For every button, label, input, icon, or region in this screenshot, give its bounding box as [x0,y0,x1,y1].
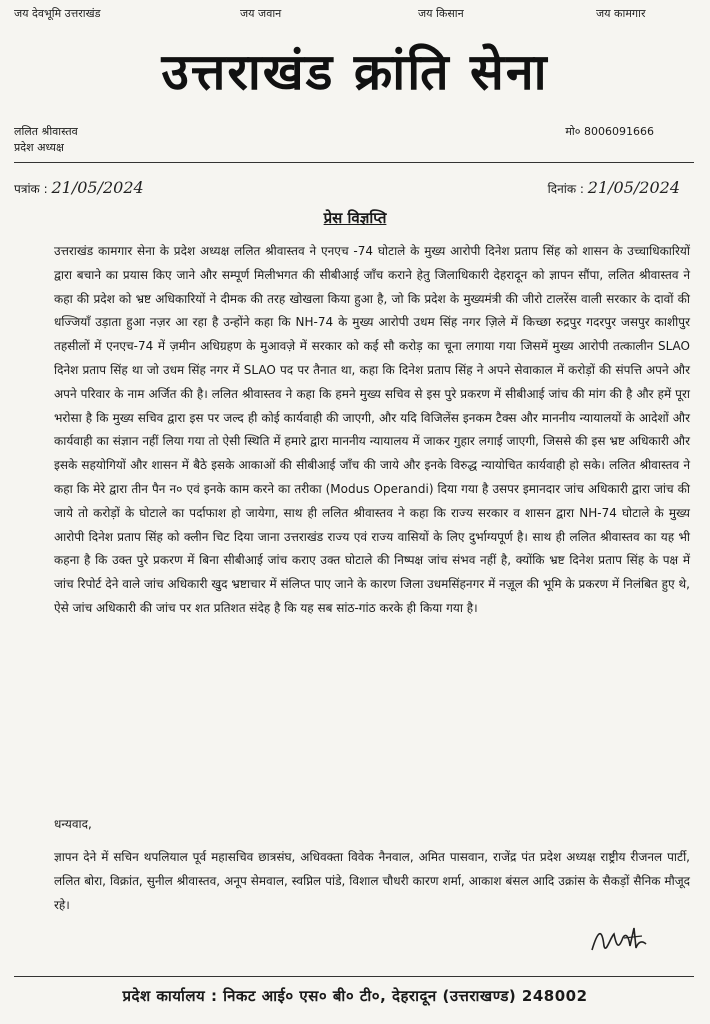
slogan-kisan: जय किसान [418,7,464,20]
reference-value: 21/05/2024 [51,178,144,197]
reference-label: पत्रांक : [14,182,48,196]
press-release-body: उत्तराखंड कामगार सेना के प्रदेश अध्यक्ष ललित श्रीवास्तव ने एनएच -74 घोटाले के मुख्य आरोपी दिनेश प्रताप सिंह को शासन के उच्चाधिकारियों द्वारा बचाने का प्रयास किए जाने और सम्पूर्ण मिलीभगत की सीबीआई जाँच कराने हेतु जिलाधिकारी देहरादून को ज्ञापन सौंपा, ललित श्रीवास्तव ने कहा की प्रदेश को भ्रष्ट अधिकारियों ने दीमक की तरह खोखला किया हुआ है, जो कि प्रदेश के मुख्यमंत्री की जीरो टालरेंस वाली सरकार के दावों की धज्जियाँ उड़ाता हुआ नज़र आ रहा है उन्होंने कहा कि NH-74 के मुख्य आरोपी उधम सिंह नगर ज़िले में किच्छा रुद्रपुर गदरपुर जसपुर काशीपुर तहसीलों में एनएच-74 में ज़मीन अधिग्रहण के मुआवज़े में सरकार को कई सौ करोड़ का चूना लगाया गया जिसमें मुख्य आरोपी तत्कालीन SLAO दिनेश प्रताप सिंह था जो उधम सिंह नगर में SLAO पद पर तैनात था, कहा कि दिनेश प्रताप सिंह ने अपने सेवाकाल में करोड़ों की संपत्ति अपने और अपने परिवार के नाम अर्जित की है। ललित श्रीवास्तव ने कहा कि हमने मुख्य सचिव से इस पुरे प्रकरण में सीबीआई जांच की मांग की है और हमें पूरा भरोसा है कि मुख्य सचिव द्वारा इस पर जल्द ही कोई कार्यवाही की जाएगी, और यदि विजिलेंस इनकम टैक्स और माननीय न्यायालयों के आदेशों और कार्यवाही का संज्ञान नहीं लिया गया तो ऐसी स्थिति में हमारे द्वारा माननीय न्यायालय में जाकर गुहार लगाई जाएगी, जिससे की इस भ्रष्ट अधिकारी और इसके सहयोगियों और शासन में बैठे इसके आकाओं की सीबीआई जाँच की जाये और इनके विरुद्ध न्यायोचित कार्यवाही हो सके। ललित श्रीवास्तव ने कहा कि मेरे द्वारा तीन पैन न० एवं इनके काम करने का तरीका (Modus Operandi) दिया गया है उसपर इमानदार जांच अधिकारी द्वारा जांच की जाये तो करोड़ों के घोटाले का पर्दाफाश हो जायेगा, साथ ही ललित श्रीवास्तव ने कहा कि राज्य सरकार व शासन द्वारा NH-74 घोटाले के मुख्य आरोपी दिनेश प्रताप सिंह को क्लीन चिट दिया जाना उत्तराखंड राज्य एवं राज्य वासियों के लिए दुर्भाग्यपूर्ण है। साथ ही ललित श्रीवास्तव का यह भी कहना है कि उक्त पुरे प्रकरण में बिना सीबीआई जांच कराए उक्त घोटाले की निष्पक्ष जांच संभव नहीं है, क्योंकि भ्रष्ट दिनेश प्रताप सिंह के पक्ष में जांच रिपोर्ट देने वाले जांच अधिकारी खुद भ्रष्टाचार में संलिप्त पाए जाने के कारण जिला उधमसिंहनगर में नज़ूल की भूमि के प्रकरण में निलंबित हुए थे, ऐसे जांच अधिकारी की जांच पर शत प्रतिशत संदेह है कि यह सब सांठ-गांठ करके ही किया गया है। [54,244,690,615]
office-address-footer: प्रदेश कार्यालय : निकट आई० एस० बी० टी०, देहरादून (उत्तराखण्ड) 248002 [122,987,588,1005]
closing-text: धन्यवाद, [54,817,92,831]
signature-mark [588,920,648,960]
organization-title: उत्तराखंड क्रांति सेना [161,43,549,101]
attendees-note: ज्ञापन देने में सचिन थपलियाल पूर्व महासचिव छात्रसंघ, अधिवक्ता विवेक नैनवाल, अमित पासवान, राजेंद्र पंत प्रदेश अध्यक्ष राष्ट्रीय रीजनल पार्टी, ललित बोरा, विक्रांत, सुनील श्रीवास्तव, अनूप सेमवाल, स्वप्निल पांडे, विशाल चौधरी कारण शर्मा, आकाश बंसल आदि उक्रांस के सैकड़ों सैनिक मौजूद रहे। [54,850,690,912]
mobile-number: मो० 8006091666 [565,125,654,138]
reference-number [14,178,144,197]
date-value: 21/05/2024 [587,178,680,197]
sender-title: प्रदेश अध्यक्ष [14,141,64,154]
letter-date [548,178,680,197]
slogan-jawan: जय जवान [240,7,282,20]
sender-block [14,124,78,156]
slogan-devbhoomi: जय देवभूमि उत्तराखंड [14,7,101,20]
header-divider [14,162,694,163]
slogan-kamgar: जय कामगार [596,7,646,20]
sender-name: ललित श्रीवास्तव [14,125,78,138]
press-release-heading: प्रेस विज्ञप्ति [323,209,387,227]
footer-divider [14,976,694,977]
date-label: दिनांक : [547,182,584,196]
